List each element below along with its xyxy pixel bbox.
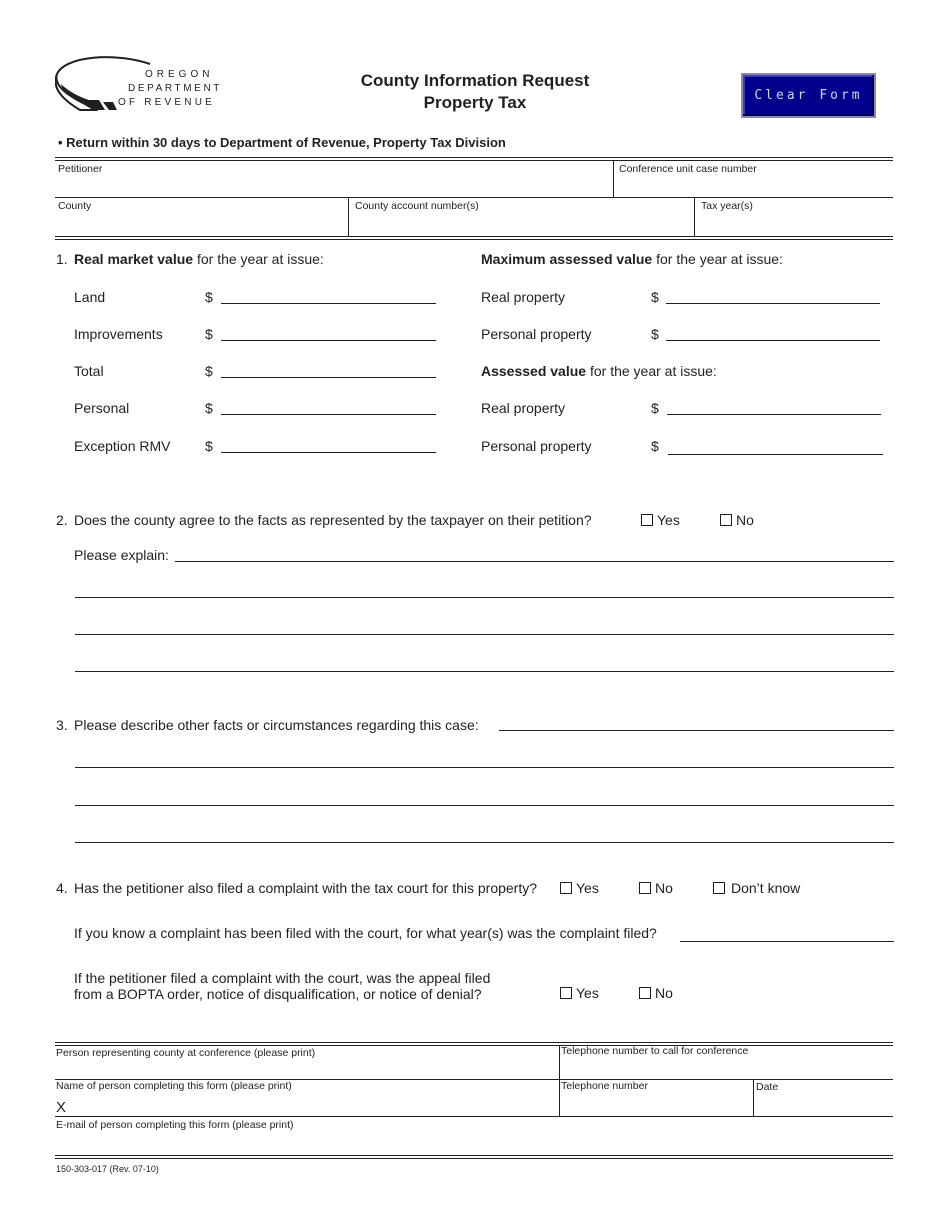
q4-dont-know-label: Don’t know	[731, 880, 801, 896]
q4-year-input[interactable]	[680, 941, 894, 942]
return-instruction: • Return within 30 days to Department of Revenue, Property Tax Division	[58, 135, 506, 150]
land-input[interactable]	[221, 303, 436, 304]
mav-bold: Maximum assessed value	[481, 251, 653, 267]
divider	[694, 197, 695, 236]
rule	[55, 160, 893, 161]
q3-question: Please describe other facts or circumstances regarding this case:	[74, 717, 479, 733]
q2-explain-line-2[interactable]	[75, 597, 894, 598]
conference-case-field[interactable]	[615, 176, 892, 197]
av-heading	[481, 363, 717, 379]
rule	[55, 1045, 893, 1046]
q4-no-label: No	[655, 880, 673, 896]
logo-line-3: OF REVENUE	[118, 97, 216, 108]
tax-year-field[interactable]	[696, 213, 892, 235]
q4-appeal-no-label: No	[655, 985, 673, 1001]
telephone-conference-field[interactable]	[561, 1058, 893, 1078]
telephone-conference-label: Telephone number to call for conference	[561, 1045, 749, 1057]
dollar-sign: $	[205, 438, 213, 454]
av-personal-property-input[interactable]	[668, 454, 883, 455]
av-bold: Assessed value	[481, 363, 587, 379]
exception-rmv-label: Exception RMV	[74, 438, 171, 454]
divider	[559, 1045, 560, 1117]
total-input[interactable]	[221, 377, 436, 378]
q3-line-1[interactable]	[499, 730, 894, 731]
form-title: County Information Request	[360, 71, 590, 90]
petitioner-field[interactable]	[56, 176, 612, 197]
county-account-field[interactable]	[350, 213, 693, 235]
dollar-sign: $	[651, 289, 659, 305]
signature-mark: X	[56, 1099, 67, 1116]
rule	[55, 1042, 893, 1043]
q2-no-label: No	[736, 512, 754, 528]
rule	[55, 1116, 893, 1117]
date-label: Date	[756, 1081, 779, 1093]
petitioner-label: Petitioner	[58, 163, 103, 175]
q4-year-question: If you know a complaint has been filed with the court, for what year(s) was the complaint filed?	[74, 925, 657, 941]
q2-no-checkbox[interactable]	[720, 514, 732, 526]
q4-yes-label: Yes	[576, 880, 599, 896]
q4-appeal-line-2: from a BOPTA order, notice of disqualification, or notice of denial?	[74, 986, 482, 1002]
av-rest: for the year at issue:	[586, 363, 717, 379]
total-label: Total	[74, 363, 104, 379]
date-field[interactable]	[756, 1094, 893, 1116]
q4-appeal-line-1: If the petitioner filed a complaint with the court, was the appeal filed	[74, 970, 491, 986]
land-label: Land	[74, 289, 106, 305]
email-label: E-mail of person completing this form (please print)	[56, 1119, 294, 1131]
rule	[55, 197, 893, 198]
mav-rest: for the year at issue:	[652, 251, 783, 267]
improvements-input[interactable]	[221, 340, 436, 341]
divider	[348, 197, 349, 236]
person-representing-label: Person representing county at conference (please print)	[56, 1047, 316, 1059]
rule	[55, 1155, 893, 1156]
q4-yes-checkbox[interactable]	[560, 882, 572, 894]
dollar-sign: $	[205, 400, 213, 416]
rule	[55, 239, 893, 240]
county-account-label: County account number(s)	[355, 200, 479, 212]
mav-personal-property-label: Personal property	[481, 326, 592, 342]
q4-appeal-no-checkbox[interactable]	[639, 987, 651, 999]
county-label: County	[58, 200, 92, 212]
q3-line-2[interactable]	[75, 767, 894, 768]
rule	[55, 236, 893, 237]
q2-explain-line-1[interactable]	[175, 561, 894, 562]
dollar-sign: $	[651, 438, 659, 454]
q2-number: 2.	[56, 512, 68, 528]
form-subtitle: Property Tax	[423, 93, 527, 112]
q2-explain-line-3[interactable]	[75, 634, 894, 635]
q1-number: 1.	[56, 251, 68, 267]
county-field[interactable]	[56, 213, 346, 235]
email-field[interactable]	[56, 1132, 893, 1154]
dollar-sign: $	[205, 289, 213, 305]
av-real-property-input[interactable]	[667, 414, 881, 415]
q3-line-3[interactable]	[75, 805, 894, 806]
mav-real-property-label: Real property	[481, 289, 566, 305]
person-representing-field[interactable]	[56, 1060, 558, 1078]
q2-explain-label: Please explain:	[74, 547, 169, 563]
telephone-label: Telephone number	[561, 1080, 648, 1092]
q3-number: 3.	[56, 717, 68, 733]
personal-label: Personal	[74, 400, 130, 416]
dollar-sign: $	[205, 363, 213, 379]
form-number: 150-303-017 (Rev. 07-10)	[56, 1164, 159, 1174]
exception-rmv-input[interactable]	[221, 452, 436, 453]
q4-appeal-yes-label: Yes	[576, 985, 599, 1001]
q4-question: Has the petitioner also filed a complaint with the tax court for this property?	[74, 880, 538, 896]
mav-real-property-input[interactable]	[666, 303, 880, 304]
telephone-field[interactable]	[561, 1093, 751, 1115]
name-completing-field[interactable]	[72, 1093, 558, 1115]
rmv-rest: for the year at issue:	[193, 251, 324, 267]
q4-appeal-yes-checkbox[interactable]	[560, 987, 572, 999]
av-real-property-label: Real property	[481, 400, 566, 416]
q2-question: Does the county agree to the facts as represented by the taxpayer on their petition?	[74, 512, 592, 528]
conference-case-label: Conference unit case number	[619, 163, 757, 175]
dollar-sign: $	[651, 326, 659, 342]
q2-explain-line-4[interactable]	[75, 671, 894, 672]
dollar-sign: $	[205, 326, 213, 342]
q4-dont-know-checkbox[interactable]	[713, 882, 725, 894]
q2-yes-checkbox[interactable]	[641, 514, 653, 526]
logo-line-1: OREGON	[145, 69, 214, 80]
divider	[753, 1079, 754, 1117]
q1-rmv-heading	[74, 251, 324, 267]
q4-number: 4.	[56, 880, 68, 896]
name-completing-label: Name of person completing this form (please print)	[56, 1080, 292, 1092]
av-personal-property-label: Personal property	[481, 438, 592, 454]
clear-form-button[interactable]: Clear Form	[741, 73, 876, 118]
q2-yes-label: Yes	[657, 512, 680, 528]
divider	[613, 160, 614, 198]
dollar-sign: $	[651, 400, 659, 416]
q3-line-4[interactable]	[75, 842, 894, 843]
tax-year-label: Tax year(s)	[701, 200, 753, 212]
logo-line-2: DEPARTMENT	[128, 83, 222, 94]
rmv-bold: Real market value	[74, 251, 194, 267]
oregon-dor-logo	[55, 54, 230, 114]
mav-heading	[481, 251, 783, 267]
improvements-label: Improvements	[74, 326, 163, 342]
rule	[55, 1158, 893, 1159]
rule	[55, 157, 893, 158]
mav-personal-property-input[interactable]	[666, 340, 880, 341]
q4-no-checkbox[interactable]	[639, 882, 651, 894]
personal-input[interactable]	[221, 414, 436, 415]
